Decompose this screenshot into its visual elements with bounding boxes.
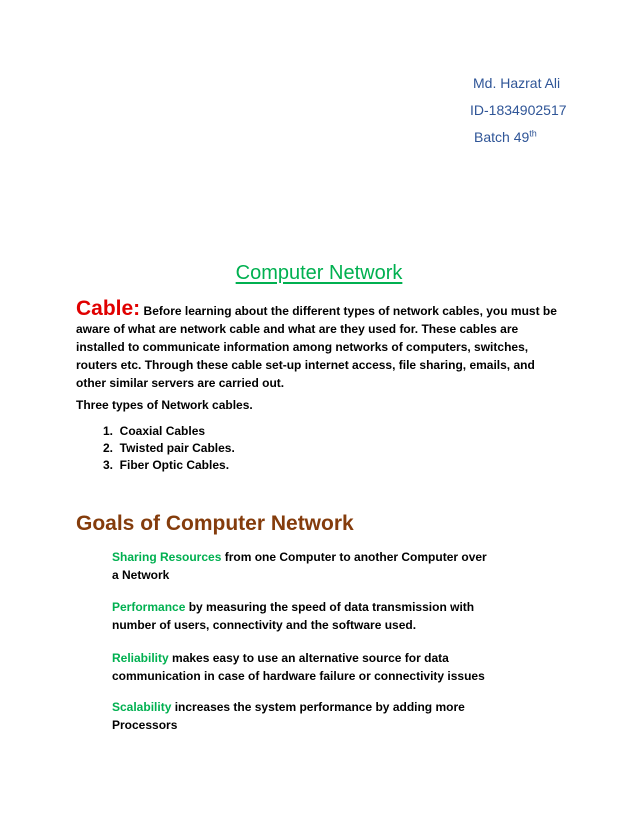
- cable-body-text: Before learning about the different types of network cables, you must be aware of what are network cable and what are they used for. These cables are installed to communicate information among networks of computers, switches, routers etc. Through these cable set-up internet access, file sharing, emails, and other similar servers are carried out.: [76, 304, 557, 390]
- list-item-text: Fiber Optic Cables.: [119, 458, 230, 472]
- list-item: [76, 457, 235, 474]
- author-name: Md. Hazrat Ali: [473, 75, 561, 91]
- goal-key: Reliability: [112, 651, 169, 665]
- goal-text: increases the system performance by adding more Processors: [112, 700, 465, 732]
- author-batch-superscript: th: [529, 128, 537, 139]
- cable-types-list: [76, 423, 235, 474]
- goal-text: from one Computer to another Computer over a Network: [112, 550, 487, 582]
- goal-item-reliability: [112, 649, 492, 685]
- cable-heading: Cable:: [76, 297, 141, 320]
- list-number: 2.: [102, 441, 113, 455]
- cable-paragraph: [76, 297, 566, 392]
- list-item-text: Coaxial Cables: [119, 424, 206, 438]
- author-id: ID-1834902517: [470, 102, 567, 118]
- document-title: Computer Network: [235, 262, 403, 284]
- goals-heading: Goals of Computer Network: [76, 512, 354, 535]
- goal-item-scalability: [112, 698, 492, 734]
- author-batch: [474, 128, 537, 146]
- author-batch-text: Batch 49: [474, 129, 530, 145]
- cable-types-intro: Three types of Network cables.: [76, 398, 253, 412]
- list-item: [76, 423, 235, 440]
- list-number: 1.: [102, 424, 113, 438]
- goal-text: makes easy to use an alternative source for data communication in case of hardware failure or connectivity issues: [112, 651, 485, 683]
- goal-item-sharing: [112, 548, 492, 584]
- goal-item-performance: [112, 598, 492, 634]
- goal-key: Performance: [112, 600, 186, 614]
- list-item-text: Twisted pair Cables.: [119, 441, 235, 455]
- list-item: [76, 440, 235, 457]
- goal-key: Sharing Resources: [112, 550, 222, 564]
- goal-key: Scalability: [112, 700, 172, 714]
- list-number: 3.: [102, 458, 113, 472]
- goal-text: by measuring the speed of data transmission with number of users, connectivity and the software used.: [112, 600, 475, 632]
